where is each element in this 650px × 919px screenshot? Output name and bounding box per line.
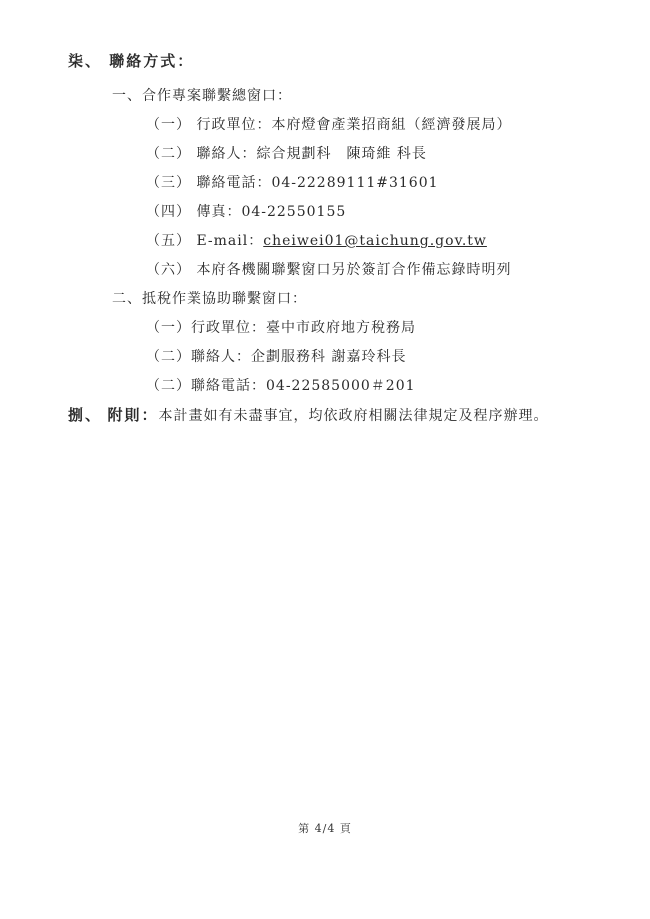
contact-item-2: （二） 聯絡人：綜合規劃科 陳琦維 科長 [146,146,427,162]
section-8-body: 本計畫如有未盡事宜，均依政府相關法律規定及程序辦理。 [158,408,549,424]
tax-window-heading: 二、抵稅作業協助聯繫窗口： [112,291,307,307]
contact-item-4: （四） 傳真：04-22550155 [146,204,347,220]
section-8-title: 附則： [107,406,159,424]
contact-item-3: （三） 聯絡電話：04-22289111#31601 [146,175,439,191]
contact-item-5 [146,232,487,250]
email-link[interactable]: cheiwei01@taichung.gov.tw [263,233,487,249]
page-number: 第 4/4 頁 [298,822,352,835]
section-7-title: 聯絡方式： [109,52,195,70]
section-8-number: 捌、 [68,406,103,424]
contact-item-1: （一） 行政單位：本府燈會產業招商組（經濟發展局） [146,117,512,133]
contact-window-heading: 一、合作專案聯繫總窗口： [112,88,292,104]
tax-item-1: （一）行政單位：臺中市政府地方稅務局 [146,320,416,336]
section-8 [68,406,548,425]
contact-item-6: （六） 本府各機關聯繫窗口另於簽訂合作備忘錄時明列 [146,262,512,278]
email-label: （五） E-mail： [146,233,264,249]
tax-item-3: （二）聯絡電話：04-22585000＃201 [146,378,416,394]
section-7-heading [68,52,194,70]
tax-item-2: （二）聯絡人：企劃服務科 謝嘉玲科長 [146,349,407,365]
section-7-number: 柒、 [68,52,103,70]
